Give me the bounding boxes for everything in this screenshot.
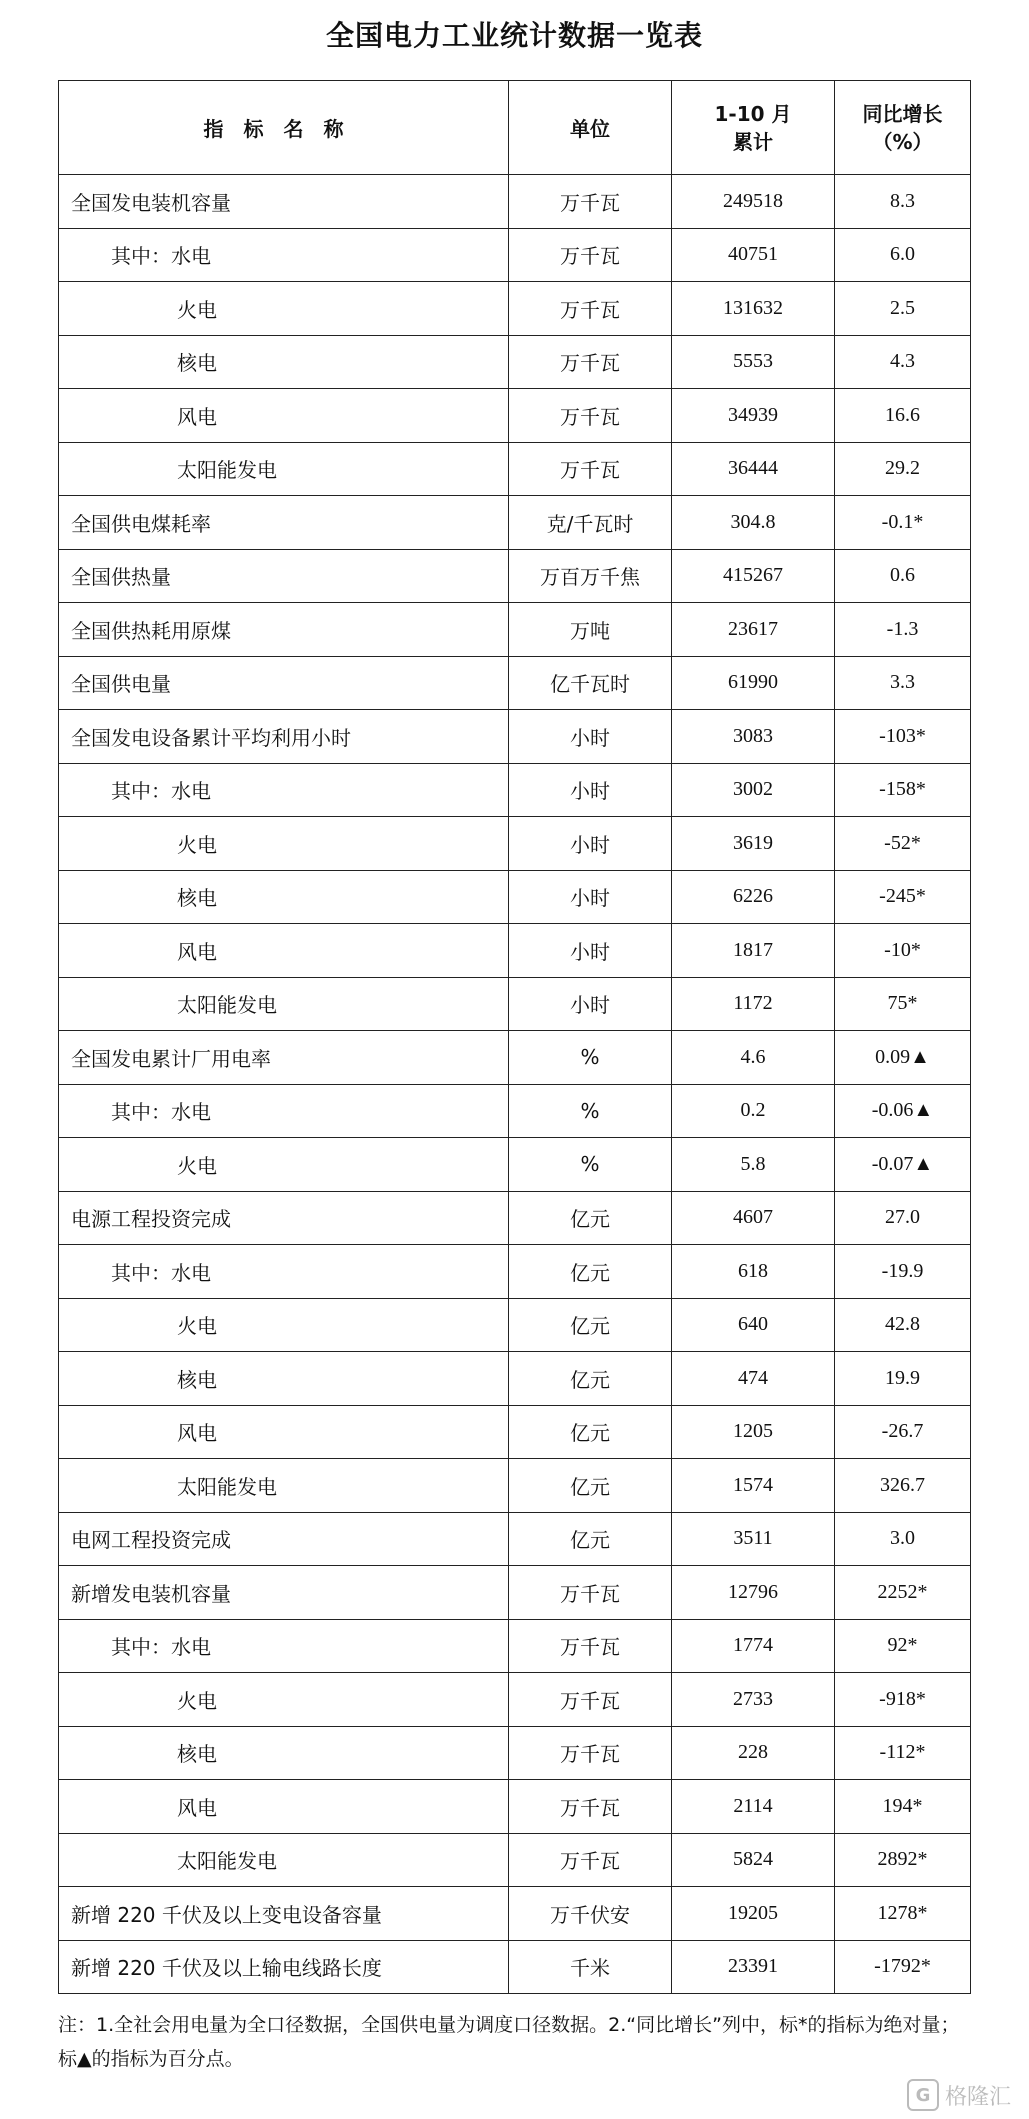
table-row <box>59 1405 971 1459</box>
indicator-name-cell: 电源工程投资完成 <box>59 1191 509 1245</box>
indicator-name-cell: 核电 <box>59 335 509 389</box>
yoy-growth-cell: -112* <box>835 1726 971 1780</box>
table-row <box>59 282 971 336</box>
indicator-name-cell: 其中：水电 <box>59 228 509 282</box>
indicator-name-cell: 火电 <box>59 1673 509 1727</box>
unit-cell: 万千瓦 <box>509 1673 672 1727</box>
header-indicator-name: 指标名称 <box>59 81 509 175</box>
indicator-name-cell: 其中：水电 <box>59 1084 509 1138</box>
cumulative-value-cell: 34939 <box>672 389 835 443</box>
unit-cell: 小时 <box>509 870 672 924</box>
watermark-text: 格隆汇 <box>944 2084 1011 2110</box>
table-row <box>59 1619 971 1673</box>
statistics-table <box>58 80 971 1994</box>
unit-cell: 万千瓦 <box>509 389 672 443</box>
cumulative-value-cell: 3511 <box>672 1512 835 1566</box>
indicator-name-cell: 电网工程投资完成 <box>59 1512 509 1566</box>
unit-cell: 亿元 <box>509 1352 672 1406</box>
table-row <box>59 228 971 282</box>
table-row <box>59 1191 971 1245</box>
table-row <box>59 549 971 603</box>
unit-cell: 万千瓦 <box>509 442 672 496</box>
indicator-name-cell: 火电 <box>59 282 509 336</box>
cumulative-value-cell: 415267 <box>672 549 835 603</box>
indicator-name-cell: 全国供热耗用原煤 <box>59 603 509 657</box>
cumulative-value-cell: 1817 <box>672 924 835 978</box>
indicator-name-cell: 核电 <box>59 870 509 924</box>
table-row <box>59 1031 971 1085</box>
watermark <box>907 2079 1011 2111</box>
yoy-growth-cell: 27.0 <box>835 1191 971 1245</box>
cumulative-value-cell: 474 <box>672 1352 835 1406</box>
cumulative-value-cell: 5553 <box>672 335 835 389</box>
indicator-name-cell: 风电 <box>59 389 509 443</box>
cumulative-value-cell: 5.8 <box>672 1138 835 1192</box>
yoy-growth-cell: -0.07▲ <box>835 1138 971 1192</box>
unit-cell: 千米 <box>509 1940 672 1994</box>
table-body <box>59 175 971 1994</box>
cumulative-value-cell: 3002 <box>672 763 835 817</box>
yoy-growth-cell: 194* <box>835 1780 971 1834</box>
unit-cell: 万千瓦 <box>509 1833 672 1887</box>
cumulative-value-cell: 36444 <box>672 442 835 496</box>
yoy-growth-cell: 0.09▲ <box>835 1031 971 1085</box>
indicator-name-cell: 太阳能发电 <box>59 1833 509 1887</box>
table-row <box>59 977 971 1031</box>
cumulative-value-cell: 3083 <box>672 710 835 764</box>
indicator-name-cell: 太阳能发电 <box>59 442 509 496</box>
unit-cell: % <box>509 1031 672 1085</box>
yoy-growth-cell: -918* <box>835 1673 971 1727</box>
indicator-name-cell: 其中：水电 <box>59 1619 509 1673</box>
footnote: 注：1.全社会用电量为全口径数据，全国供电量为调度口径数据。2.“同比增长”列中，标*的指标为绝对量；标▲的指标为百分点。 <box>58 2014 960 2070</box>
yoy-growth-cell: 29.2 <box>835 442 971 496</box>
yoy-growth-cell: 19.9 <box>835 1352 971 1406</box>
yoy-growth-cell: -52* <box>835 817 971 871</box>
table-row <box>59 603 971 657</box>
cumulative-value-cell: 19205 <box>672 1887 835 1941</box>
cumulative-value-cell: 618 <box>672 1245 835 1299</box>
unit-cell: 万吨 <box>509 603 672 657</box>
yoy-growth-cell: 92* <box>835 1619 971 1673</box>
cumulative-value-cell: 4607 <box>672 1191 835 1245</box>
yoy-growth-cell: 2.5 <box>835 282 971 336</box>
yoy-growth-cell: -0.06▲ <box>835 1084 971 1138</box>
yoy-growth-cell: 4.3 <box>835 335 971 389</box>
table-row <box>59 924 971 978</box>
table-row <box>59 710 971 764</box>
cumulative-value-cell: 228 <box>672 1726 835 1780</box>
table-row <box>59 870 971 924</box>
table-row <box>59 1673 971 1727</box>
yoy-growth-cell: 0.6 <box>835 549 971 603</box>
cumulative-value-cell: 23391 <box>672 1940 835 1994</box>
cumulative-value-cell: 61990 <box>672 656 835 710</box>
indicator-name-cell: 太阳能发电 <box>59 977 509 1031</box>
cumulative-value-cell: 1774 <box>672 1619 835 1673</box>
unit-cell: 亿千瓦时 <box>509 656 672 710</box>
cumulative-value-cell: 640 <box>672 1298 835 1352</box>
table-row <box>59 1726 971 1780</box>
cumulative-value-cell: 2733 <box>672 1673 835 1727</box>
table-row <box>59 656 971 710</box>
unit-cell: 亿元 <box>509 1245 672 1299</box>
unit-cell: 万千瓦 <box>509 1619 672 1673</box>
unit-cell: 亿元 <box>509 1298 672 1352</box>
yoy-growth-cell: 8.3 <box>835 175 971 229</box>
unit-cell: % <box>509 1084 672 1138</box>
yoy-growth-cell: -10* <box>835 924 971 978</box>
table-row <box>59 175 971 229</box>
yoy-growth-cell: 1278* <box>835 1887 971 1941</box>
indicator-name-cell: 其中：水电 <box>59 763 509 817</box>
table-row <box>59 1940 971 1994</box>
yoy-growth-cell: -158* <box>835 763 971 817</box>
table-row <box>59 389 971 443</box>
indicator-name-cell: 全国供电煤耗率 <box>59 496 509 550</box>
table-row <box>59 1566 971 1620</box>
yoy-growth-cell: 326.7 <box>835 1459 971 1513</box>
yoy-growth-cell: -19.9 <box>835 1245 971 1299</box>
header-cumulative-line2: 累计 <box>733 129 773 154</box>
indicator-name-cell: 火电 <box>59 1298 509 1352</box>
unit-cell: 万千瓦 <box>509 1726 672 1780</box>
cumulative-value-cell: 3619 <box>672 817 835 871</box>
table-row <box>59 1512 971 1566</box>
table-row <box>59 1352 971 1406</box>
yoy-growth-cell: 75* <box>835 977 971 1031</box>
table-row <box>59 1245 971 1299</box>
unit-cell: 万千伏安 <box>509 1887 672 1941</box>
unit-cell: 亿元 <box>509 1191 672 1245</box>
unit-cell: 亿元 <box>509 1512 672 1566</box>
indicator-name-cell: 新增 220 千伏及以上变电设备容量 <box>59 1887 509 1941</box>
table-row <box>59 1833 971 1887</box>
header-cumulative-line1: 1-10 月 <box>714 101 792 126</box>
table-row <box>59 335 971 389</box>
table-row <box>59 496 971 550</box>
indicator-name-cell: 风电 <box>59 1405 509 1459</box>
cumulative-value-cell: 1172 <box>672 977 835 1031</box>
table-row <box>59 442 971 496</box>
indicator-name-cell: 火电 <box>59 1138 509 1192</box>
indicator-name-cell: 核电 <box>59 1352 509 1406</box>
unit-cell: 万千瓦 <box>509 335 672 389</box>
yoy-growth-cell: -1792* <box>835 1940 971 1994</box>
table-row <box>59 763 971 817</box>
cumulative-value-cell: 23617 <box>672 603 835 657</box>
yoy-growth-cell: -245* <box>835 870 971 924</box>
cumulative-value-cell: 0.2 <box>672 1084 835 1138</box>
indicator-name-cell: 全国供热量 <box>59 549 509 603</box>
page-title: 全国电力工业统计数据一览表 <box>325 19 703 52</box>
yoy-growth-cell: 3.3 <box>835 656 971 710</box>
yoy-growth-cell: 16.6 <box>835 389 971 443</box>
yoy-growth-cell: -26.7 <box>835 1405 971 1459</box>
unit-cell: % <box>509 1138 672 1192</box>
cumulative-value-cell: 12796 <box>672 1566 835 1620</box>
cumulative-value-cell: 304.8 <box>672 496 835 550</box>
cumulative-value-cell: 131632 <box>672 282 835 336</box>
indicator-name-cell: 其中：水电 <box>59 1245 509 1299</box>
table-row <box>59 1084 971 1138</box>
header-yoy-line2: （%） <box>872 129 933 154</box>
indicator-name-cell: 火电 <box>59 817 509 871</box>
unit-cell: 万千瓦 <box>509 228 672 282</box>
cumulative-value-cell: 6226 <box>672 870 835 924</box>
yoy-growth-cell: 2252* <box>835 1566 971 1620</box>
yoy-growth-cell: 42.8 <box>835 1298 971 1352</box>
indicator-name-cell: 核电 <box>59 1726 509 1780</box>
unit-cell: 万千瓦 <box>509 282 672 336</box>
cumulative-value-cell: 40751 <box>672 228 835 282</box>
unit-cell: 克/千瓦时 <box>509 496 672 550</box>
yoy-growth-cell: -0.1* <box>835 496 971 550</box>
cumulative-value-cell: 5824 <box>672 1833 835 1887</box>
table-row <box>59 1887 971 1941</box>
indicator-name-cell: 新增 220 千伏及以上输电线路长度 <box>59 1940 509 1994</box>
indicator-name-cell: 新增发电装机容量 <box>59 1566 509 1620</box>
table-header-row <box>59 81 971 175</box>
indicator-name-cell: 风电 <box>59 924 509 978</box>
table-row <box>59 1459 971 1513</box>
unit-cell: 万千瓦 <box>509 175 672 229</box>
unit-cell: 小时 <box>509 763 672 817</box>
unit-cell: 万千瓦 <box>509 1566 672 1620</box>
indicator-name-cell: 全国发电累计厂用电率 <box>59 1031 509 1085</box>
cumulative-value-cell: 1205 <box>672 1405 835 1459</box>
unit-cell: 万千瓦 <box>509 1780 672 1834</box>
unit-cell: 小时 <box>509 817 672 871</box>
table-row <box>59 817 971 871</box>
unit-cell: 亿元 <box>509 1459 672 1513</box>
indicator-name-cell: 全国发电装机容量 <box>59 175 509 229</box>
indicator-name-cell: 风电 <box>59 1780 509 1834</box>
unit-cell: 小时 <box>509 924 672 978</box>
yoy-growth-cell: 6.0 <box>835 228 971 282</box>
header-cumulative <box>672 81 835 175</box>
unit-cell: 小时 <box>509 710 672 764</box>
indicator-name-cell: 全国供电量 <box>59 656 509 710</box>
watermark-logo-icon: G <box>907 2079 939 2111</box>
yoy-growth-cell: -103* <box>835 710 971 764</box>
unit-cell: 小时 <box>509 977 672 1031</box>
cumulative-value-cell: 249518 <box>672 175 835 229</box>
table-row <box>59 1138 971 1192</box>
indicator-name-cell: 全国发电设备累计平均利用小时 <box>59 710 509 764</box>
header-yoy <box>835 81 971 175</box>
header-yoy-line1: 同比增长 <box>862 101 943 126</box>
table-row <box>59 1298 971 1352</box>
cumulative-value-cell: 4.6 <box>672 1031 835 1085</box>
header-unit: 单位 <box>509 81 672 175</box>
cumulative-value-cell: 2114 <box>672 1780 835 1834</box>
yoy-growth-cell: 3.0 <box>835 1512 971 1566</box>
indicator-name-cell: 太阳能发电 <box>59 1459 509 1513</box>
unit-cell: 万百万千焦 <box>509 549 672 603</box>
unit-cell: 亿元 <box>509 1405 672 1459</box>
cumulative-value-cell: 1574 <box>672 1459 835 1513</box>
table-row <box>59 1780 971 1834</box>
yoy-growth-cell: -1.3 <box>835 603 971 657</box>
yoy-growth-cell: 2892* <box>835 1833 971 1887</box>
